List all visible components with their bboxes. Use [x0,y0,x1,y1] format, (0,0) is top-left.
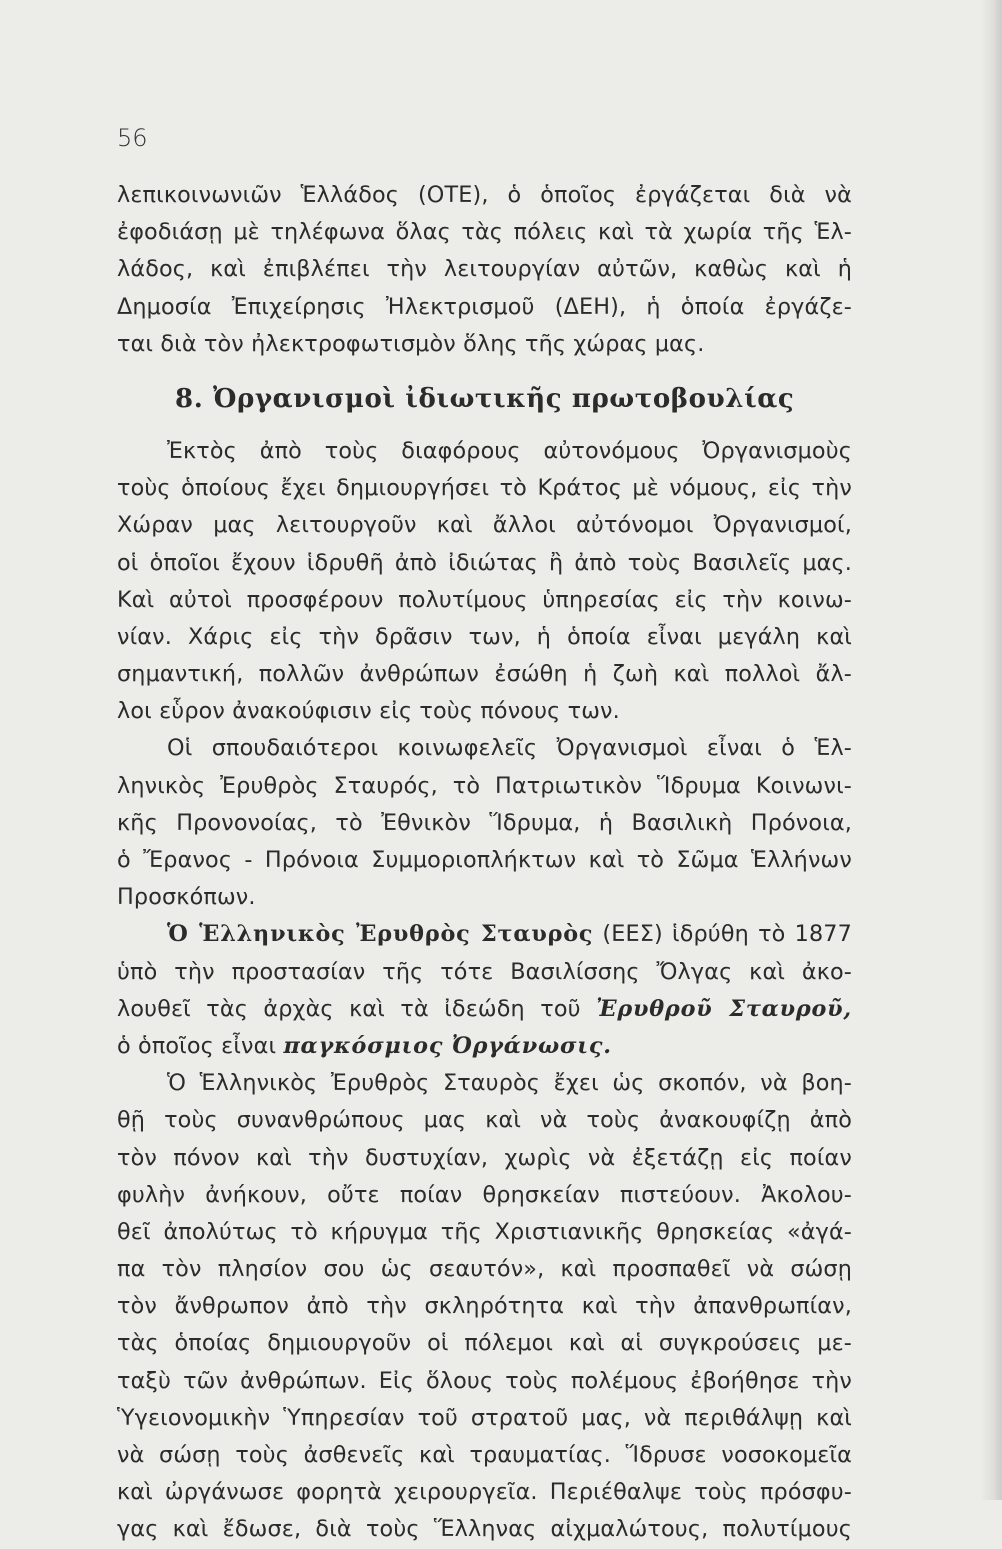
intro-paragraph [117,177,852,363]
text-line: φυλὴν ἀνήκουν, οὔτε ποίαν θρησκείαν πιστεύουν. Ἀκολου- [117,1181,852,1208]
text-line: Δημοσία Ἐπιχείρησις Ἠλεκτρισμοῦ (ΔΕΗ), ἡ ὁποία ἐργάζε- [117,293,852,320]
text-line: ται διὰ τὸν ἠλεκτροφωτισμὸν ὅλης τῆς χώρας μας. [117,330,705,357]
text-fragment: λουθεῖ τὰς ἀρχὰς καὶ τὰ ἰδεώδη τοῦ [117,995,597,1022]
text-line: καὶ ὠργάνωσε φορητὰ χειρουργεῖα. Περιέθαλψε τοὺς πρόσφυ- [117,1479,852,1506]
text-line: ὑπὸ τὴν προστασίαν τῆς τότε Βασιλίσσης Ὄλγας καὶ ἀκο- [117,958,852,985]
text-line: τὸν ἄνθρωπον ἀπὸ τὴν σκληρότητα καὶ τὴν ἀπανθρωπίαν, [117,1293,852,1320]
text-line: λάδος, καὶ ἐπιβλέπει τὴν λειτουργίαν αὐτῶν, καθὼς καὶ ἡ [117,256,852,283]
paragraph-private-organizations [117,433,852,731]
red-cross-bold-lead: Ὁ Ἑλληνικὸς Ἐρυθρὸς Σταυρὸς [167,921,594,948]
page-body [117,177,852,1549]
text-line: ληνικὸς Ἐρυθρὸς Σταυρός, τὸ Πατριωτικὸν Ἵδρυμα Κοινωνι- [117,772,852,799]
text-fragment: ὁ ὁποῖος εἶναι [117,1032,284,1059]
section-number: 8. [175,383,204,414]
text-fragment: (ΕΕΣ) ἱδρύθη τὸ 1877 [593,921,852,948]
paragraph-red-cross-founding [117,916,852,1065]
text-line: Ὑγειονομικὴν Ὑπηρεσίαν τοῦ στρατοῦ μας, νὰ περιθάλψῃ καὶ [117,1404,852,1431]
text-line: Καὶ αὐτοὶ προσφέρουν πολυτίμους ὑπηρεσίας εἰς τὴν κοινω- [117,586,852,613]
paragraph-red-cross-purpose [117,1065,852,1548]
text-line: τὰς ὁποίας δημιουργοῦν οἱ πόλεμοι καὶ αἱ συγκρούσεις με- [117,1330,852,1357]
text-line [117,1028,852,1065]
text-line: πα τὸν πλησίον σου ὡς σεαυτόν», καὶ προσπαθεῖ νὰ σώσῃ [117,1256,852,1283]
text-line: Ἐκτὸς ἀπὸ τοὺς διαφόρους αὐτονόμους Ὀργανισμοὺς [167,437,852,464]
text-line [117,916,852,953]
paragraph-main-organizations [117,730,852,916]
text-line: νίαν. Χάρις εἰς τὴν δρᾶσιν των, ἡ ὁποία εἶναι μεγάλη καὶ [117,623,852,650]
text-line: ταξὺ τῶν ἀνθρώπων. Εἰς ὅλους τοὺς πολέμους ἐβοήθησε τὴν [117,1367,852,1394]
text-line: τοὺς ὁποίους ἔχει δημιουργήσει τὸ Κράτος μὲ νόμους, εἰς τὴν [117,475,852,502]
section-heading [117,373,852,429]
text-line: λεπικοινωνιῶν Ἑλλάδος (ΟΤΕ), ὁ ὁποῖος ἐργάζεται διὰ νὰ [117,182,852,208]
section-title: Ὀργανισμοὶ ἰδιωτικῆς πρωτοβουλίας [213,383,795,414]
text-line: Ὁ Ἑλληνικὸς Ἐρυθρὸς Σταυρὸς ἔχει ὡς σκοπόν, νὰ βοη- [167,1070,852,1097]
page-edge-shadow [980,0,1002,1500]
text-line: τὸν πόνον καὶ τὴν δυστυχίαν, χωρὶς νὰ ἐξετάζῃ εἰς ποίαν [117,1144,852,1171]
red-cross-emphasis: Ἐρυθροῦ Σταυροῦ, [596,995,852,1022]
global-organization-emphasis: παγκόσμιος Ὀργάνωσις. [283,1032,612,1059]
text-line: θεῖ ἀπολύτως τὸ κήρυγμα τῆς Χριστιανικῆς θρησκείας «ἀγά- [117,1218,852,1245]
page-number: 56 [117,124,148,152]
text-line: θῇ τοὺς συνανθρώπους μας καὶ νὰ τοὺς ἀνακουφίζῃ ἀπὸ [117,1107,852,1134]
text-line: κῆς Προνονοίας, τὸ Ἐθνικὸν Ἵδρυμα, ἡ Βασιλικὴ Πρόνοια, [117,809,852,836]
text-line: λοι εὗρον ἀνακούφισιν εἰς τοὺς πόνους των. [117,698,620,725]
text-line: Οἱ σπουδαιότεροι κοινωφελεῖς Ὀργανισμοὶ εἶναι ὁ Ἑλ- [167,735,852,762]
text-line: σημαντική, πολλῶν ἀνθρώπων ἐσώθη ἡ ζωὴ καὶ πολλοὶ ἄλ- [117,661,852,688]
text-line [117,991,852,1028]
text-line: Χώραν μας λειτουργοῦν καὶ ἄλλοι αὐτόνομοι Ὀργανισμοί, [117,512,852,539]
text-line: νὰ σώσῃ τοὺς ἀσθενεῖς καὶ τραυματίας. Ἵδρυσε νοσοκομεῖα [117,1442,852,1468]
text-line: οἱ ὁποῖοι ἔχουν ἱδρυθῆ ἀπὸ ἰδιώτας ἢ ἀπὸ τοὺς Βασιλεῖς μας. [117,549,852,576]
text-line: ὁ Ἔρανος - Πρόνοια Συμμοριοπλήκτων καὶ τὸ Σῶμα Ἑλλήνων [117,847,852,873]
text-line: γας καὶ ἔδωσε, διὰ τοὺς Ἕλληνας αἰχμαλώτους, πολυτίμους [117,1516,852,1543]
text-line: ἐφοδιάσῃ μὲ τηλέφωνα ὅλας τὰς πόλεις καὶ τὰ χωρία τῆς Ἑλ- [117,219,852,246]
text-line: Προσκόπων. [117,884,256,911]
